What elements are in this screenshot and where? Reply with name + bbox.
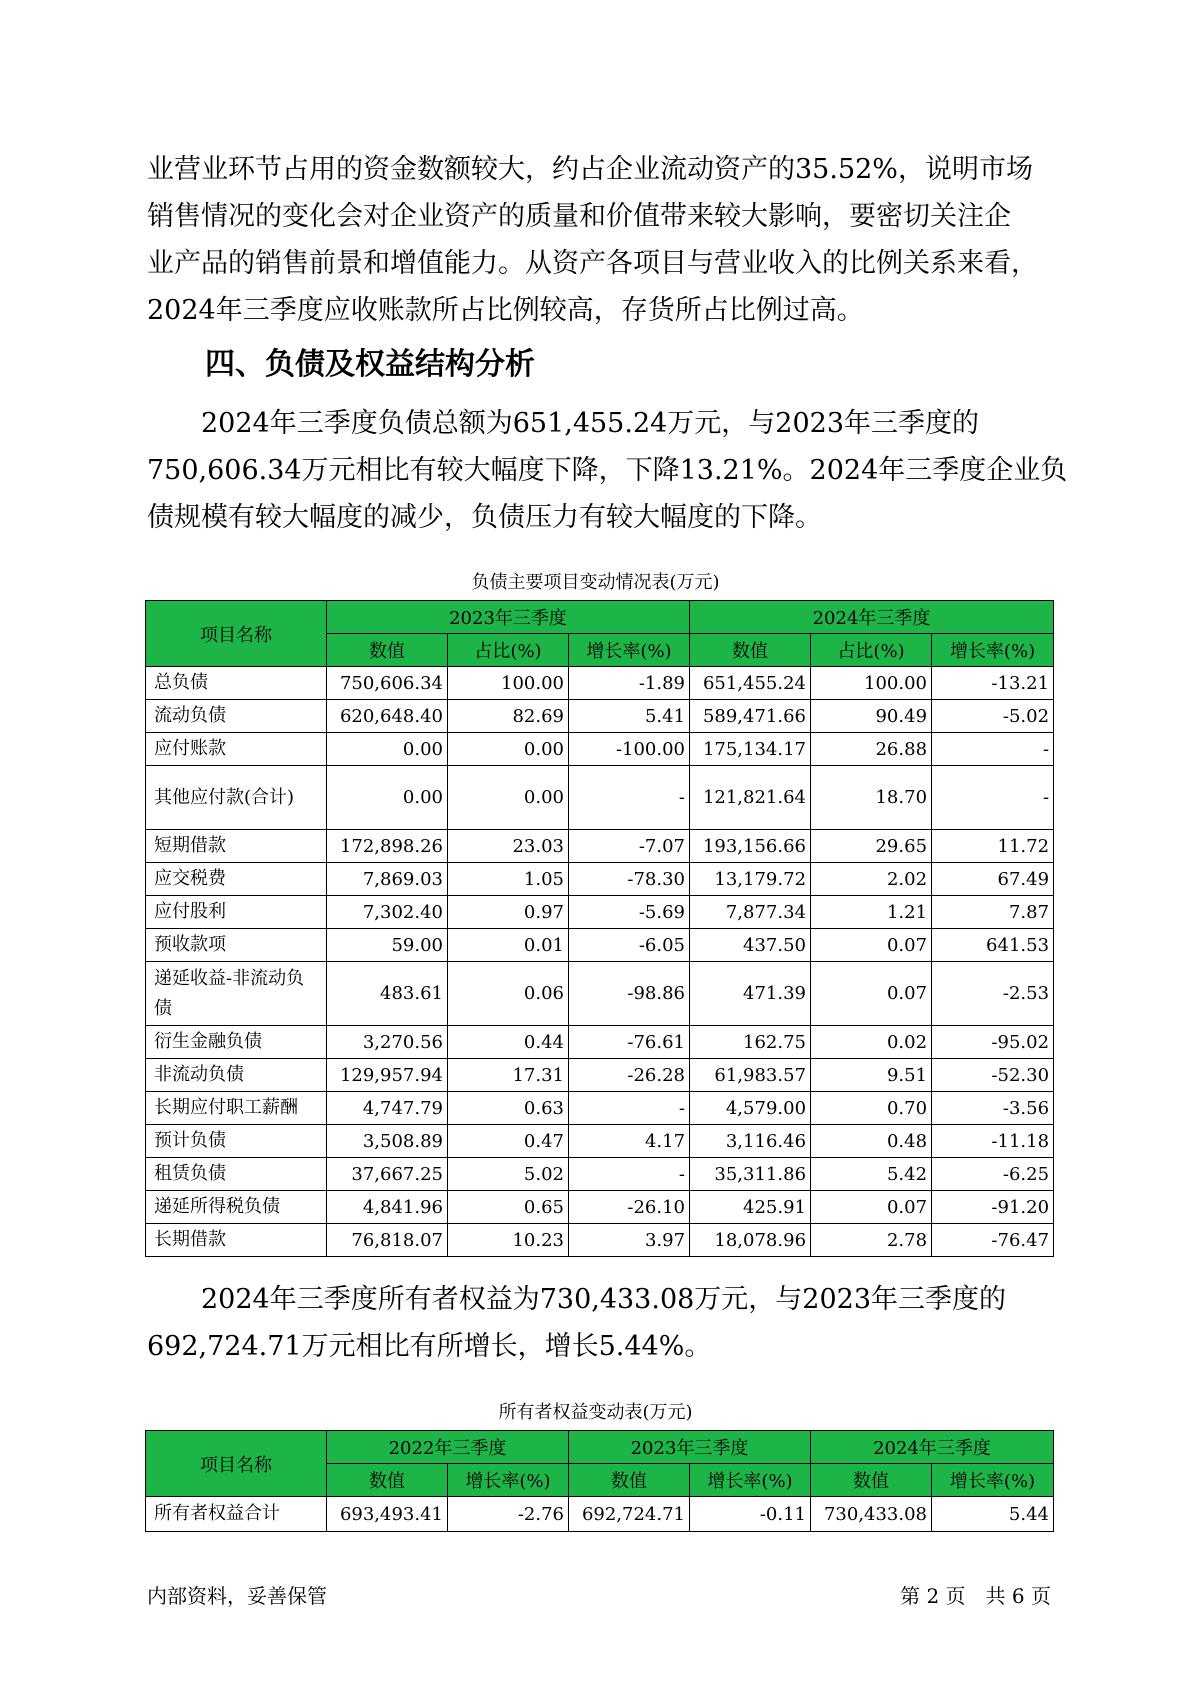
footer-page-number: 第 2 页 共 6 页 xyxy=(900,1584,1051,1608)
table-cell: 4,579.00 xyxy=(690,1092,811,1125)
table-cell: - xyxy=(569,1092,690,1125)
table-row xyxy=(146,700,1054,733)
table-cell: - xyxy=(569,766,690,830)
table-cell: -13.21 xyxy=(932,667,1054,700)
paragraph-line: 业营业环节占用的资金数额较大，约占企业流动资产的35.52%，说明市场 xyxy=(147,154,1033,185)
table-cell: 26.88 xyxy=(811,733,932,766)
table-cell: 2.78 xyxy=(811,1224,932,1257)
table-cell: 0.97 xyxy=(448,896,569,929)
row-label: 非流动负债 xyxy=(146,1059,327,1092)
table-cell: 0.06 xyxy=(448,962,569,1026)
table-cell: 0.00 xyxy=(327,766,448,830)
table-cell: 129,957.94 xyxy=(327,1059,448,1092)
footer-confidential-note: 内部资料，妥善保管 xyxy=(147,1584,327,1608)
table-row xyxy=(146,1497,1054,1532)
table-cell: 18,078.96 xyxy=(690,1224,811,1257)
table-cell: 10.23 xyxy=(448,1224,569,1257)
table-cell: -11.18 xyxy=(932,1125,1054,1158)
table-cell: -76.61 xyxy=(569,1026,690,1059)
equity-table-caption: 所有者权益变动表(万元) xyxy=(498,1402,693,1423)
table-cell: 5.02 xyxy=(448,1158,569,1191)
column-header-value: 数值 xyxy=(327,1464,448,1497)
table-cell: 4,841.96 xyxy=(327,1191,448,1224)
column-header-period: 2023年三季度 xyxy=(569,1431,811,1464)
table-cell: - xyxy=(932,766,1054,830)
table-cell: 0.00 xyxy=(448,733,569,766)
column-header-growth: 增长率(%) xyxy=(448,1464,569,1497)
column-header-value: 数值 xyxy=(327,634,448,667)
column-header-share: 占比(%) xyxy=(448,634,569,667)
table-cell: -91.20 xyxy=(932,1191,1054,1224)
table-cell: 5.42 xyxy=(811,1158,932,1191)
table-cell: 0.00 xyxy=(448,766,569,830)
table-cell: 9.51 xyxy=(811,1059,932,1092)
table-cell: 1.05 xyxy=(448,863,569,896)
table-cell: 0.07 xyxy=(811,962,932,1026)
column-header-value: 数值 xyxy=(569,1464,690,1497)
table-cell: 162.75 xyxy=(690,1026,811,1059)
table-cell: 692,724.71 xyxy=(569,1497,690,1532)
table-cell: 76,818.07 xyxy=(327,1224,448,1257)
table-cell: 172,898.26 xyxy=(327,830,448,863)
paragraph-line: 业产品的销售前景和增值能力。从资产各项目与营业收入的比例关系来看， xyxy=(147,248,1038,279)
table-cell: -2.76 xyxy=(448,1497,569,1532)
table-cell: -76.47 xyxy=(932,1224,1054,1257)
table-cell: 11.72 xyxy=(932,830,1054,863)
table-row xyxy=(146,1191,1054,1224)
row-label: 租赁负债 xyxy=(146,1158,327,1191)
table-cell: 641.53 xyxy=(932,929,1054,962)
table-cell: 0.07 xyxy=(811,929,932,962)
table-cell: 0.02 xyxy=(811,1026,932,1059)
liability-paragraph xyxy=(147,400,1068,541)
table-cell: 2.02 xyxy=(811,863,932,896)
table-cell: -95.02 xyxy=(932,1026,1054,1059)
table-row xyxy=(146,863,1054,896)
table-cell: -26.10 xyxy=(569,1191,690,1224)
section-heading: 四、负债及权益结构分析 xyxy=(205,347,535,382)
table-cell: 18.70 xyxy=(811,766,932,830)
table-cell: 90.49 xyxy=(811,700,932,733)
column-header-period: 2022年三季度 xyxy=(327,1431,569,1464)
table-row xyxy=(146,1158,1054,1191)
liability-table xyxy=(145,600,1054,1257)
equity-table-body xyxy=(146,1497,1054,1532)
row-label: 应付股利 xyxy=(146,896,327,929)
table-cell: 5.44 xyxy=(932,1497,1054,1532)
column-header-share: 占比(%) xyxy=(811,634,932,667)
row-label: 预计负债 xyxy=(146,1125,327,1158)
table-row xyxy=(146,929,1054,962)
column-header-growth: 增长率(%) xyxy=(932,1464,1054,1497)
table-cell: -2.53 xyxy=(932,962,1054,1026)
table-row xyxy=(146,830,1054,863)
table-cell: 23.03 xyxy=(448,830,569,863)
table-cell: 425.91 xyxy=(690,1191,811,1224)
table-cell: 0.47 xyxy=(448,1125,569,1158)
table-cell: 437.50 xyxy=(690,929,811,962)
table-cell: 589,471.66 xyxy=(690,700,811,733)
paragraph-line: 2024年三季度应收账款所占比例较高，存货所占比例过高。 xyxy=(147,295,864,326)
table-cell: 4.17 xyxy=(569,1125,690,1158)
column-header-item-name: 项目名称 xyxy=(146,601,327,667)
row-label: 短期借款 xyxy=(146,830,327,863)
table-cell: -5.02 xyxy=(932,700,1054,733)
column-header-growth: 增长率(%) xyxy=(932,634,1054,667)
table-row xyxy=(146,667,1054,700)
table-cell: 67.49 xyxy=(932,863,1054,896)
table-cell: 29.65 xyxy=(811,830,932,863)
paragraph-line: 债规模有较大幅度的减少，负债压力有较大幅度的下降。 xyxy=(147,502,822,533)
paragraph-line: 750,606.34万元相比有较大幅度下降，下降13.21%。2024年三季度企业负 xyxy=(147,455,1068,486)
row-label: 总负债 xyxy=(146,667,327,700)
table-cell: 0.63 xyxy=(448,1092,569,1125)
table-cell: -26.28 xyxy=(569,1059,690,1092)
table-cell: 651,455.24 xyxy=(690,667,811,700)
table-header-row xyxy=(146,1431,1054,1464)
table-cell: -6.05 xyxy=(569,929,690,962)
table-row xyxy=(146,1125,1054,1158)
table-cell: 620,648.40 xyxy=(327,700,448,733)
table-cell: 0.01 xyxy=(448,929,569,962)
row-label: 递延收益-非流动负债 xyxy=(146,962,327,1026)
table-cell: 730,433.08 xyxy=(811,1497,932,1532)
table-cell: 37,667.25 xyxy=(327,1158,448,1191)
row-label: 递延所得税负债 xyxy=(146,1191,327,1224)
row-label: 长期借款 xyxy=(146,1224,327,1257)
table-cell: 175,134.17 xyxy=(690,733,811,766)
table-cell: 3,270.56 xyxy=(327,1026,448,1059)
table-cell: 7,877.34 xyxy=(690,896,811,929)
table-cell: 750,606.34 xyxy=(327,667,448,700)
table-cell: 61,983.57 xyxy=(690,1059,811,1092)
row-label: 其他应付款(合计) xyxy=(146,766,327,830)
table-cell: -78.30 xyxy=(569,863,690,896)
paragraph-line: 692,724.71万元相比有所增长，增长5.44%。 xyxy=(147,1331,712,1362)
row-label: 长期应付职工薪酬 xyxy=(146,1092,327,1125)
table-cell: 693,493.41 xyxy=(327,1497,448,1532)
table-cell: -7.07 xyxy=(569,830,690,863)
liability-table-caption: 负债主要项目变动情况表(万元) xyxy=(471,572,720,593)
row-label: 应交税费 xyxy=(146,863,327,896)
table-cell: -3.56 xyxy=(932,1092,1054,1125)
table-cell: 0.00 xyxy=(327,733,448,766)
table-row xyxy=(146,733,1054,766)
table-cell: -1.89 xyxy=(569,667,690,700)
table-cell: -52.30 xyxy=(932,1059,1054,1092)
table-row xyxy=(146,1026,1054,1059)
table-cell: 121,821.64 xyxy=(690,766,811,830)
row-label: 衍生金融负债 xyxy=(146,1026,327,1059)
table-row xyxy=(146,1224,1054,1257)
table-cell: -100.00 xyxy=(569,733,690,766)
table-cell: 82.69 xyxy=(448,700,569,733)
table-cell: 3.97 xyxy=(569,1224,690,1257)
table-header-row xyxy=(146,601,1054,634)
table-cell: -0.11 xyxy=(690,1497,811,1532)
column-header-item-name: 项目名称 xyxy=(146,1431,327,1497)
table-cell: 471.39 xyxy=(690,962,811,1026)
table-cell: -5.69 xyxy=(569,896,690,929)
table-cell: 17.31 xyxy=(448,1059,569,1092)
table-cell: -98.86 xyxy=(569,962,690,1026)
table-cell: 7.87 xyxy=(932,896,1054,929)
table-cell: 0.48 xyxy=(811,1125,932,1158)
table-cell: 483.61 xyxy=(327,962,448,1026)
paragraph-line: 2024年三季度所有者权益为730,433.08万元，与2023年三季度的 xyxy=(147,1284,1007,1315)
table-cell: 193,156.66 xyxy=(690,830,811,863)
table-cell: - xyxy=(932,733,1054,766)
table-cell: 59.00 xyxy=(327,929,448,962)
row-label: 流动负债 xyxy=(146,700,327,733)
equity-paragraph xyxy=(147,1276,1047,1370)
table-row xyxy=(146,766,1054,830)
table-cell: 100.00 xyxy=(448,667,569,700)
column-header-value: 数值 xyxy=(690,634,811,667)
paragraph-line: 销售情况的变化会对企业资产的质量和价值带来较大影响，要密切关注企 xyxy=(147,201,1011,232)
liability-table-body xyxy=(146,667,1054,1257)
table-cell: - xyxy=(569,1158,690,1191)
equity-table xyxy=(145,1430,1054,1532)
table-cell: 0.44 xyxy=(448,1026,569,1059)
row-label: 预收款项 xyxy=(146,929,327,962)
column-header-period: 2024年三季度 xyxy=(811,1431,1054,1464)
table-cell: 0.65 xyxy=(448,1191,569,1224)
table-cell: 13,179.72 xyxy=(690,863,811,896)
table-cell: 100.00 xyxy=(811,667,932,700)
paragraph-line: 2024年三季度负债总额为651,455.24万元，与2023年三季度的 xyxy=(147,408,980,439)
column-header-value: 数值 xyxy=(811,1464,932,1497)
intro-paragraph xyxy=(147,146,1047,334)
column-header-growth: 增长率(%) xyxy=(690,1464,811,1497)
table-cell: 5.41 xyxy=(569,700,690,733)
table-cell: 0.70 xyxy=(811,1092,932,1125)
table-row xyxy=(146,1059,1054,1092)
table-cell: 1.21 xyxy=(811,896,932,929)
table-cell: 7,302.40 xyxy=(327,896,448,929)
column-header-growth: 增长率(%) xyxy=(569,634,690,667)
row-label: 应付账款 xyxy=(146,733,327,766)
table-row xyxy=(146,896,1054,929)
table-cell: 7,869.03 xyxy=(327,863,448,896)
column-header-period: 2023年三季度 xyxy=(327,601,690,634)
table-cell: 0.07 xyxy=(811,1191,932,1224)
table-cell: 35,311.86 xyxy=(690,1158,811,1191)
table-cell: 4,747.79 xyxy=(327,1092,448,1125)
table-row xyxy=(146,1092,1054,1125)
table-cell: -6.25 xyxy=(932,1158,1054,1191)
table-cell: 3,508.89 xyxy=(327,1125,448,1158)
column-header-period: 2024年三季度 xyxy=(690,601,1054,634)
table-cell: 3,116.46 xyxy=(690,1125,811,1158)
table-row xyxy=(146,962,1054,1026)
row-label: 所有者权益合计 xyxy=(146,1497,327,1532)
